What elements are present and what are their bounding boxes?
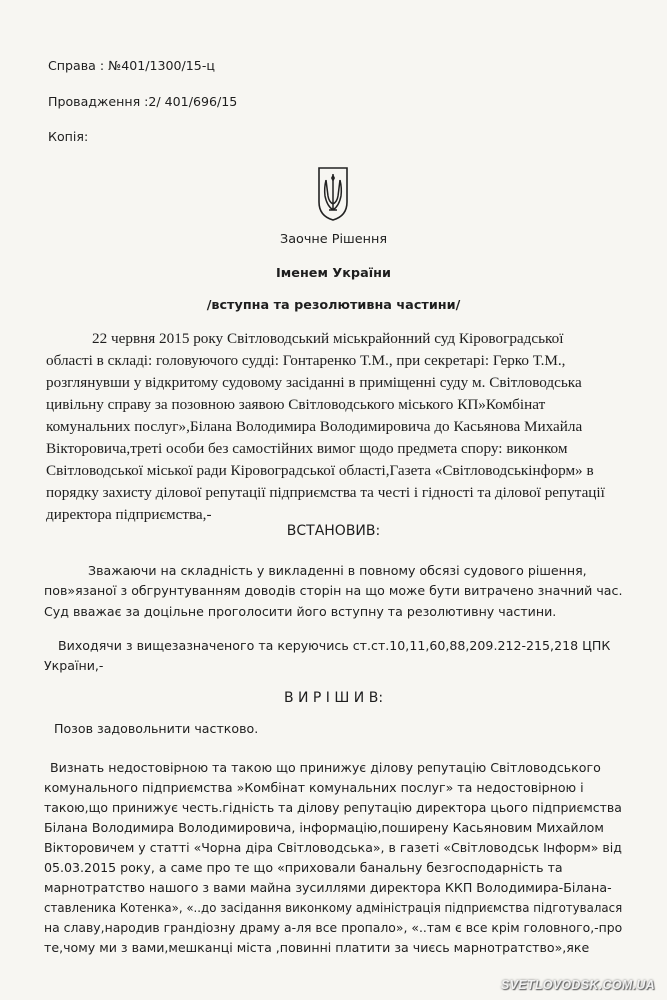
intro-line: директора підприємства,- [46, 506, 212, 523]
name-of-ukraine: Іменем України [276, 266, 391, 281]
site-watermark: SVETLOVODSK.COM.UA [500, 978, 655, 992]
recognize-line: 05.03.2015 року, а саме про те що «приховали банальну безгосподарність та [44, 860, 563, 875]
established-line: Суд вважає за доцільне проголосити його вступну та резолютивну частини. [44, 604, 557, 619]
recognize-line: марнотратство нашого з вами майна зусиллями директора ККП Володимира-Білана- [44, 880, 612, 895]
decided-heading: В И Р І Ш И В: [283, 690, 384, 706]
recognize-line: ставленика Котенка», «..до засідання виконкому адміністрація підприємства підготувалася [44, 900, 623, 915]
established-heading: ВСТАНОВИВ: [286, 523, 381, 539]
intro-line: 22 червня 2015 року Світловодський міськрайонний суд Кіровоградської [92, 330, 564, 347]
trident-emblem-icon [316, 166, 350, 222]
recognize-line: Визнать недостовірною та такою що принижує ділову репутацію Світловодського [50, 760, 601, 775]
decision-title: Заочне Рішення [279, 232, 388, 247]
recognize-line: Білана Володимира Володимировича, інформацію,поширену Касьяновим Михайлом [44, 820, 604, 835]
intro-line: області в складі: головуючого судді: Гонтаренко Т.М., при секретарі: Герко Т.М., [46, 352, 566, 369]
recognize-line: Вікторовичем у статті «Чорна діра Світловодська», в газеті «Світловодськ Інформ» від [44, 840, 622, 855]
recognize-line: те,чому ми з вами,мешканці міста ,повинні платити за чиєсь марнотратство»,яке [44, 940, 590, 955]
intro-line: Вікторовича,треті особи без самостійних вимог щодо предмета спору: виконком [46, 440, 568, 457]
case-number: Справа : №401/1300/15-ц [48, 58, 215, 73]
recognize-line: такою,що принижує честь.гідність та ділову репутацію директора цього підприємства [44, 800, 622, 815]
copy-label: Копія: [48, 129, 89, 144]
intro-line: Світловодської міської ради Кіровоградської області,Газета «Світловодськінформ» в [46, 462, 594, 479]
recognize-line: комунального підприємства »Комбінат комунальних послуг» та недостовірною і [44, 780, 584, 795]
proceedings-number: Провадження :2/ 401/696/15 [48, 94, 238, 109]
intro-line: розглянувши у відкритому судовому засіданні в приміщенні суду м. Світловодська [46, 374, 582, 391]
guided-line: України,- [44, 658, 104, 673]
intro-line: комунальних послуг»,Білана Володимира Володимировича до Касьянова Михайла [46, 418, 583, 435]
intro-line: порядку захисту ділової репутації підприємства та честі і гідності та ділової репутації [46, 484, 605, 501]
part-subtitle: /вступна та резолютивна частини/ [206, 298, 461, 313]
intro-line: цивільну справу за позовною заявою Світловодського міського КП»Комбінат [46, 396, 546, 413]
established-line: пов»язаної з обгрунтуванням доводів сторін на що може бути витрачено значний час. [44, 583, 623, 598]
claim-line: Позов задовольнити частково. [54, 721, 259, 736]
established-line: Зважаючи на складність у викладенні в повному обсязі судового рішення, [88, 563, 587, 578]
recognize-line: на славу,народив грандіозну драму а-ля все пропало», «..там є все крім головного,-про [44, 920, 623, 935]
guided-line: Виходячи з вищезазначеного та керуючись ст.ст.10,11,60,88,209.212-215,218 ЦПК [58, 638, 611, 653]
